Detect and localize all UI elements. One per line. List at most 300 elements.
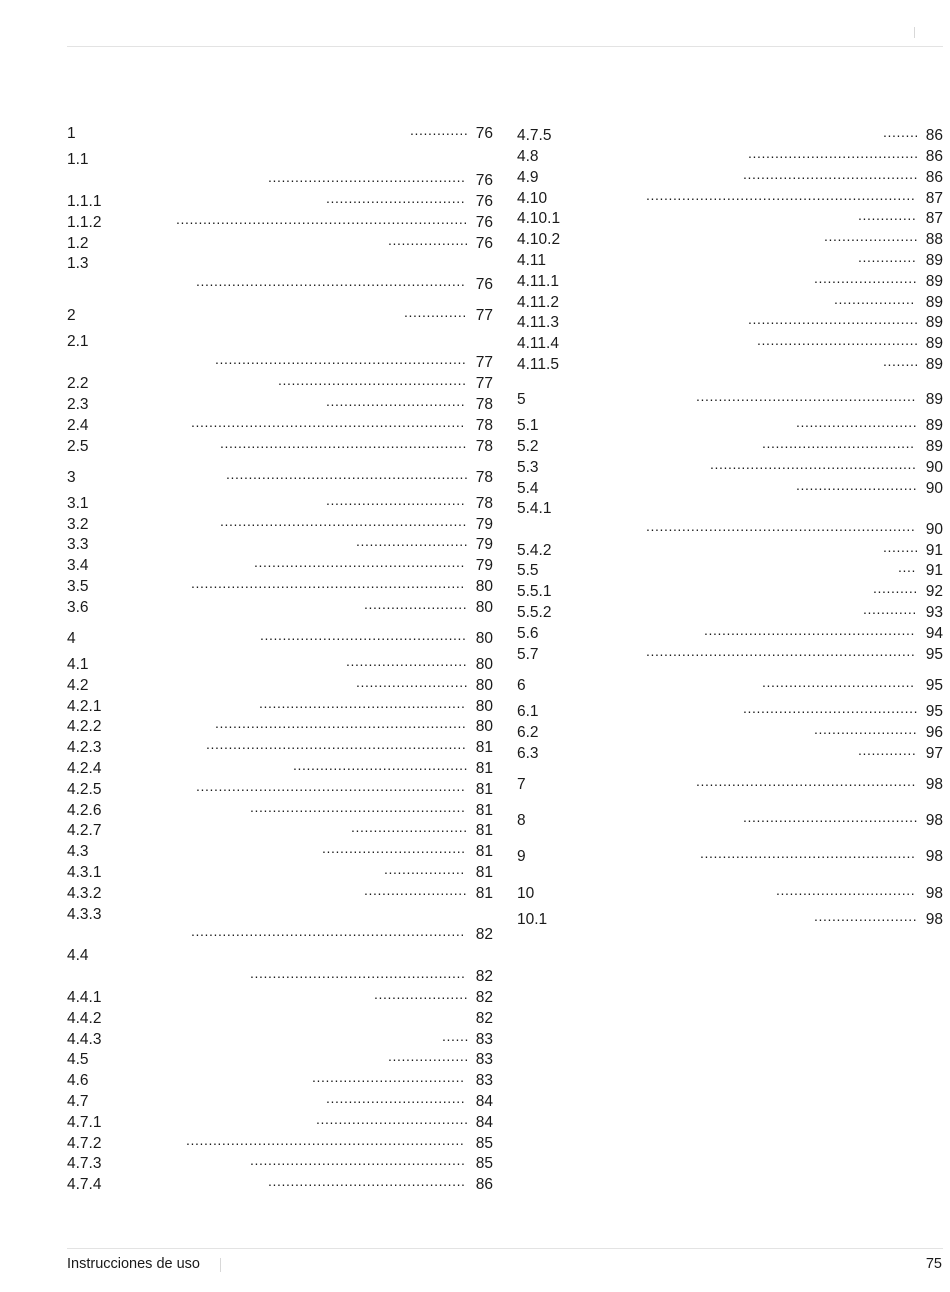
toc-section-number: 5.4 [517,480,539,497]
toc-entry[interactable] [67,533,493,554]
toc-section-number: 4.7.1 [67,1114,102,1131]
toc-page-number: 93 [925,604,943,621]
dot-leader: ............................................................ [646,518,916,534]
toc-page-number: 80 [475,677,493,694]
dot-leader: ............................................................. [191,414,465,430]
toc-section-number: 3 [67,469,76,486]
toc-page-number: 95 [925,703,943,720]
dot-leader: .................. [388,1048,469,1064]
toc-entry[interactable] [517,332,943,353]
dot-leader: ........................... [796,414,918,430]
toc-page-number: 90 [925,459,943,476]
toc-section-number: 4.4.3 [67,1031,102,1048]
dot-leader: .............................................. [260,627,467,643]
dot-leader: ....................................................... [220,513,467,529]
toc-page-number: 83 [475,1051,493,1068]
toc-section-number: 2 [67,307,76,324]
toc-section-number: 4.2 [67,677,89,694]
dot-leader: ..................... [824,228,919,244]
toc-page-number: 85 [475,1135,493,1152]
toc-page-number: 89 [925,391,943,408]
dot-leader: ................................ [322,840,466,856]
dot-leader: ............................... [326,393,466,409]
toc-section-number: 4 [67,630,76,647]
toc-section-number: 4.5 [67,1051,89,1068]
toc-section-number: 4.11.2 [517,294,559,311]
dot-leader: ............. [410,122,469,138]
toc-page-number: 98 [925,848,943,865]
toc-page-number: 90 [925,521,943,538]
dot-leader: ............................... [776,882,916,898]
toc-section-number: 4.10 [517,190,548,207]
toc-entry[interactable] [67,906,493,943]
dot-leader: .................. [388,232,469,248]
dot-leader: ......................... [356,533,469,549]
toc-page-number: 78 [475,417,493,434]
toc-section-number: 4.10.2 [517,231,561,248]
toc-page-number: 78 [475,469,493,486]
toc-section-number: 4.3 [67,843,89,860]
toc-entry[interactable] [517,311,943,332]
toc-page-number: 89 [925,356,943,373]
toc-page-number: 91 [925,542,943,559]
toc-page-number: 80 [475,599,493,616]
dot-leader: ........................................................ [215,351,467,367]
toc-entry[interactable] [67,414,493,435]
dot-leader: ............................................................ [196,778,466,794]
toc-section-number: 4.3.3 [67,906,102,923]
toc-entry[interactable] [517,580,943,601]
dot-leader: .................. [384,861,465,877]
dot-leader: ....................................... [743,700,919,716]
toc-page-number: 84 [475,1114,493,1131]
toc-entry[interactable] [67,372,493,393]
toc-section-number: 1.1.2 [67,214,102,231]
dot-leader: ........................... [796,477,918,493]
toc-entry[interactable] [67,1111,493,1132]
dot-leader: ............. [858,249,917,265]
toc-entry[interactable] [67,575,493,596]
toc-entry[interactable] [517,809,943,830]
toc-page-number: 87 [925,190,943,207]
dot-leader: ............. [858,207,917,223]
toc-entry[interactable] [517,674,943,695]
dot-leader: ............................... [326,492,466,508]
toc-section-number: 4.2.5 [67,781,102,798]
toc-section-number: 5.5.2 [517,604,552,621]
dot-leader: ........ [883,353,919,369]
toc-page-number: 89 [925,438,943,455]
toc-entry[interactable] [517,145,943,166]
dot-leader: ....................... [364,882,468,898]
dot-leader: ................................................. [696,773,916,789]
toc-page-number: 90 [925,480,943,497]
dot-leader: ............................................ [268,1173,466,1189]
toc-entry[interactable] [67,466,493,487]
toc-section-number: 7 [517,776,526,793]
toc-page-number: 89 [925,294,943,311]
toc-section-number: 3.1 [67,495,89,512]
toc-section-number: 3.6 [67,599,89,616]
toc-section-number: 3.3 [67,536,89,553]
toc-section-number: 1.1.1 [67,193,102,210]
toc-page-number: 86 [925,127,943,144]
dot-leader: ........ [883,124,919,140]
toc-section-number: 4.7.2 [67,1135,102,1152]
toc-entry[interactable] [67,492,493,513]
dot-leader: ............................................................. [191,923,465,939]
toc-section-number: 3.4 [67,557,89,574]
dot-leader: .......................... [351,819,468,835]
dot-leader: ................................................ [250,965,466,981]
toc-entry[interactable] [517,456,943,477]
toc-entry[interactable] [517,249,943,270]
toc-page-number: 76 [475,193,493,210]
toc-entry[interactable] [67,861,493,882]
toc-section-number: 4.6 [67,1072,89,1089]
toc-section-number: 4.10.1 [517,210,561,227]
dot-leader: .......................................................... [206,736,467,752]
toc-section-number: 4.7.4 [67,1176,102,1193]
toc-left-column [67,0,493,1220]
toc-section-number: 4.11.3 [517,314,559,331]
dot-leader: ............................................ [268,169,466,185]
toc-section-number: 4.4 [67,947,89,964]
dot-leader: ...................................................... [226,466,469,482]
toc-section-number: 10 [517,885,535,902]
toc-entry[interactable] [67,947,493,985]
toc-section-number: 5.4.1 [517,500,552,517]
toc-entry[interactable] [67,122,493,143]
toc-entry[interactable] [517,388,943,409]
toc-page-number: 76 [475,214,493,231]
toc-page-number: 98 [925,812,943,829]
toc-entry[interactable] [67,255,493,293]
toc-entry[interactable] [517,559,943,580]
toc-entry[interactable] [517,124,943,145]
dot-leader: ...................................... [748,311,919,327]
toc-section-number: 9 [517,848,526,865]
toc-entry[interactable] [517,700,943,721]
toc-page-number: 81 [475,885,493,902]
toc-page-number: 86 [475,1176,493,1193]
toc-entry[interactable] [517,228,943,249]
toc-section-number: 4.11.5 [517,356,559,373]
toc-entry[interactable] [67,1010,493,1028]
toc-page-number: 89 [925,273,943,290]
toc-entry[interactable] [67,190,493,211]
toc-section-number: 4.7.5 [517,127,552,144]
toc-section-number: 4.9 [517,169,539,186]
toc-section-number: 4.2.4 [67,760,102,777]
toc-page-number: 81 [475,822,493,839]
toc-section-number: 4.7.3 [67,1155,102,1172]
toc-section-number: 5 [517,391,526,408]
toc-entry[interactable] [517,414,943,435]
dot-leader: ............................................................ [646,643,916,659]
toc-section-number: 2.1 [67,333,89,350]
toc-section-number: 2.5 [67,438,89,455]
dot-leader: ............ [863,601,917,617]
toc-page-number: 81 [475,864,493,881]
toc-entry[interactable] [517,721,943,742]
dot-leader: .......... [873,580,918,596]
toc-section-number: 4.11.4 [517,335,559,352]
dot-leader: ........................................................ [215,715,467,731]
toc-entry[interactable] [517,353,943,374]
dot-leader: .............................................. [710,456,917,472]
dot-leader: ..................... [374,986,469,1002]
toc-entry[interactable] [67,232,493,253]
dot-leader: .............................................................. [186,1132,465,1148]
toc-page-number: 87 [925,210,943,227]
toc-page-number: 91 [925,562,943,579]
toc-section-number: 2.2 [67,375,89,392]
toc-page-number: 80 [475,578,493,595]
dot-leader: ........ [883,539,919,555]
toc-entry[interactable] [517,539,943,560]
toc-entry[interactable] [67,393,493,414]
dot-leader: ...... [442,1028,469,1044]
toc-page-number: 86 [925,148,943,165]
toc-entry[interactable] [67,1152,493,1173]
toc-entry[interactable] [67,840,493,861]
toc-page-number: 83 [475,1072,493,1089]
toc-page-number: 79 [475,557,493,574]
footer-separator [220,1258,221,1272]
toc-page-number: 84 [475,1093,493,1110]
toc-page-number: 83 [475,1031,493,1048]
toc-page-number: 81 [475,760,493,777]
toc-section-number: 4.4.2 [67,1010,102,1027]
toc-entry[interactable] [67,778,493,799]
toc-entry[interactable] [67,554,493,575]
toc-entry[interactable] [517,477,943,498]
toc-section-number: 3.5 [67,578,89,595]
toc-page-number: 88 [925,231,943,248]
toc-entry[interactable] [517,845,943,866]
toc-entry[interactable] [67,757,493,778]
dot-leader: ....................... [814,270,918,286]
toc-section-number: 5.4.2 [517,542,552,559]
dot-leader: ............................................... [704,622,916,638]
toc-page-number: 85 [475,1155,493,1172]
toc-page-number: 80 [475,718,493,735]
toc-page-number: 82 [475,968,493,985]
toc-section-number: 4.1 [67,656,89,673]
toc-section-number: 6 [517,677,526,694]
toc-entry[interactable] [67,1048,493,1069]
toc-entry[interactable] [67,596,493,617]
toc-entry[interactable] [67,211,493,232]
footer-rule [67,1248,943,1249]
dot-leader: .... [898,559,916,575]
dot-leader: .................................... [757,332,919,348]
dot-leader: .......................................... [278,372,467,388]
toc-section-number: 3.2 [67,516,89,533]
toc-section-number: 1.1 [67,151,89,168]
dot-leader: .................................. [312,1069,465,1085]
dot-leader: .............. [404,304,467,320]
toc-page-number: 76 [475,125,493,142]
toc-section-number: 4.2.3 [67,739,102,756]
toc-entry[interactable] [67,653,493,674]
dot-leader: .................................. [762,435,915,451]
toc-section-number: 4.7 [67,1093,89,1110]
toc-page-number: 81 [475,843,493,860]
toc-section-number: 4.3.2 [67,885,102,902]
toc-section-number: 1.2 [67,235,89,252]
dot-leader: ....................... [814,908,918,924]
toc-section-number: 5.6 [517,625,539,642]
toc-right-column [517,0,943,1220]
toc-section-number: 10.1 [517,911,548,928]
dot-leader: ............. [858,742,917,758]
toc-page-number: 92 [925,583,943,600]
toc-entry[interactable] [517,773,943,794]
toc-entry[interactable] [67,1090,493,1111]
toc-section-number: 5.3 [517,459,539,476]
dot-leader: ....................................... [743,166,919,182]
dot-leader: ................................................................. [176,211,468,227]
dot-leader: ............................................................ [646,187,916,203]
toc-section-number: 5.7 [517,646,539,663]
dot-leader: ............................... [326,1090,466,1106]
toc-section-number: 6.3 [517,745,539,762]
dot-leader: ....................................... [743,809,919,825]
dot-leader: ....................................... [293,757,469,773]
toc-entry[interactable] [517,207,943,228]
toc-section-number: 4.2.6 [67,802,102,819]
toc-page-number: 98 [925,885,943,902]
toc-page-number: 95 [925,646,943,663]
dot-leader: .................. [834,291,915,307]
toc-section-number: 2.3 [67,396,89,413]
toc-page-number: 82 [475,989,493,1006]
toc-entry[interactable] [67,819,493,840]
toc-entry[interactable] [67,986,493,1007]
toc-page-number: 98 [925,911,943,928]
toc-entry[interactable] [517,882,943,903]
toc-page-number: 82 [475,926,493,943]
toc-entry[interactable] [517,435,943,456]
toc-section-number: 6.1 [517,703,539,720]
toc-section-number: 5.5 [517,562,539,579]
toc-page-number: 89 [925,314,943,331]
toc-entry[interactable] [67,627,493,648]
toc-section-number: 2.4 [67,417,89,434]
toc-page-number: 86 [925,169,943,186]
toc-entry[interactable] [517,908,943,929]
toc-page-number: 80 [475,656,493,673]
toc-entry[interactable] [67,333,493,371]
dot-leader: ........................... [346,653,468,669]
toc-section-number: 8 [517,812,526,829]
toc-entry[interactable] [517,270,943,291]
toc-entry[interactable] [67,882,493,903]
dot-leader: .................................. [762,674,915,690]
toc-page-number: 79 [475,516,493,533]
dot-leader: ............................................................. [191,575,465,591]
toc-entry[interactable] [517,622,943,643]
toc-page-number: 78 [475,495,493,512]
dot-leader: ................................................. [696,388,916,404]
toc-entry[interactable] [67,151,493,189]
dot-leader: ......................... [356,674,469,690]
toc-entry[interactable] [67,1173,493,1194]
toc-section-number: 6.2 [517,724,539,741]
toc-page-number: 78 [475,438,493,455]
toc-page-number: 81 [475,781,493,798]
toc-entry[interactable] [517,500,943,538]
toc-section-number: 4.4.1 [67,989,102,1006]
toc-page-number: 89 [925,252,943,269]
toc-entry[interactable] [67,304,493,325]
footer-title: Instrucciones de uso [67,1256,200,1272]
toc-page-number: 98 [925,776,943,793]
toc-entry[interactable] [517,601,943,622]
toc-page-number: 97 [925,745,943,762]
dot-leader: ............................................................ [196,273,466,289]
dot-leader: ................................................ [250,799,466,815]
dot-leader: .............................................. [259,695,466,711]
toc-section-number: 5.2 [517,438,539,455]
toc-page-number: 95 [925,677,943,694]
toc-entry[interactable] [517,742,943,763]
dot-leader: ............................... [326,190,466,206]
toc-page-number: 89 [925,335,943,352]
toc-page-number: 76 [475,235,493,252]
toc-section-number: 4.2.2 [67,718,102,735]
toc-page-number: 77 [475,307,493,324]
dot-leader: ....................................................... [220,435,467,451]
dot-leader: ...................................... [748,145,919,161]
toc-page-number: 81 [475,802,493,819]
toc-section-number: 5.1 [517,417,539,434]
toc-section-number: 5.5.1 [517,583,552,600]
dot-leader: ................................................ [700,845,916,861]
toc-entry[interactable] [67,715,493,736]
toc-section-number: 4.8 [517,148,539,165]
toc-page-number: 76 [475,172,493,189]
toc-page-number: 94 [925,625,943,642]
toc-page-number: 78 [475,396,493,413]
toc-page-number: 77 [475,375,493,392]
toc-entry[interactable] [67,736,493,757]
toc-page-number: 77 [475,354,493,371]
toc-entry[interactable] [67,435,493,456]
toc-section-number: 1.3 [67,255,89,272]
toc-entry[interactable] [517,166,943,187]
toc-page-number: 80 [475,630,493,647]
toc-page-number: 81 [475,739,493,756]
dot-leader: ....................... [364,596,468,612]
dot-leader: ............................................... [254,554,466,570]
toc-page-number: 89 [925,417,943,434]
toc-page-number: 82 [475,1010,493,1027]
toc-entry[interactable] [67,674,493,695]
toc-section-number: 4.11 [517,252,547,269]
toc-entry[interactable] [517,643,943,664]
toc-section-number: 1 [67,125,76,142]
toc-section-number: 4.2.1 [67,698,102,715]
toc-section-number: 4.2.7 [67,822,102,839]
toc-page-number: 96 [925,724,943,741]
dot-leader: .................................. [316,1111,469,1127]
toc-entry[interactable] [67,1069,493,1090]
page-number: 75 [925,1256,942,1272]
toc-page-number: 79 [475,536,493,553]
